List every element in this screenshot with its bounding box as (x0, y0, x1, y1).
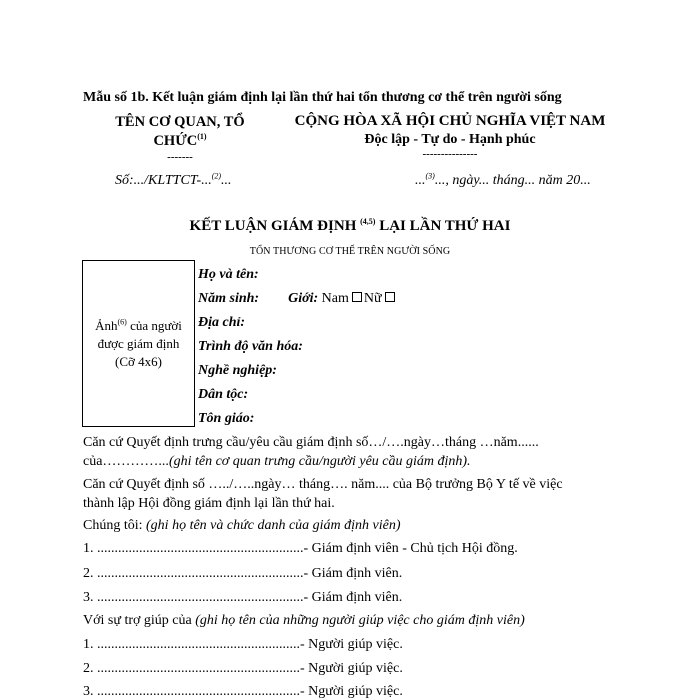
gender-male-label: Nam (321, 291, 349, 306)
photo-caption-line3: (Cỡ 4x6) (115, 353, 162, 369)
form-title-text: Kết luận giám định lại lần thứ hai tổn thương cơ thể trên người sống (152, 90, 562, 105)
field-gender-label: Giới: (288, 291, 319, 306)
place-date: ...$^{(3)}$..., ngày... tháng... năm 20... (415, 171, 591, 188)
assistant-line: 3. ..........................................................- Người giúp việc. (83, 684, 403, 699)
basis1-line2: của…………...(ghi tên cơ quan trưng cầu/người yêu cầu giám định). (83, 454, 471, 469)
basis1-line1: Căn cứ Quyết định trưng cầu/yêu cầu giám định số…/….ngày…tháng …năm...... (83, 435, 539, 450)
agency-name-line1: TÊN CƠ QUAN, TỔ (115, 114, 245, 130)
republic-divider: --------------- (422, 148, 478, 160)
assistant-line: 2. ..........................................................- Người giúp việc. (83, 661, 403, 676)
form-title (83, 90, 562, 106)
document-subtitle: TỔN THƯƠNG CƠ THỂ TRÊN NGƯỜI SỐNG (249, 246, 451, 257)
assistant-line: 1. ..........................................................- Người giúp việc. (83, 637, 403, 652)
photo-placeholder (82, 260, 195, 427)
reference-number: Số:.../KLTTCT-...$^{(2)}$... (115, 171, 232, 188)
form-code: Mẫu số 1b. (83, 90, 149, 105)
gender-female-checkbox[interactable] (385, 292, 395, 302)
republic-motto: Độc lập - Tự do - Hạnh phúc (364, 132, 536, 147)
field-name-label: Họ và tên: (198, 267, 259, 282)
field-address-label: Địa chỉ: (198, 315, 246, 330)
agency-name-line2: CHỨC$^{(1)}$ (153, 132, 207, 149)
basis2-line1: Căn cứ Quyết định số …../…..ngày… tháng…. năm.... của Bộ trưởng Bộ Y tế về việc (83, 477, 563, 492)
basis2-line2: thành lập Hội đồng giám định lại lần thứ hai. (83, 496, 335, 511)
expert-line: 2. ...........................................................- Giám định viên. (83, 566, 403, 581)
expert-line: 1. ...........................................................- Giám định viên - Chủ tịch Hội đồng. (83, 541, 518, 556)
gender-female-label: Nữ (363, 291, 382, 306)
field-birth-year-label: Năm sinh: (198, 291, 260, 306)
experts-intro: Chúng tôi: (ghi họ tên và chức danh của giám định viên) (83, 518, 401, 533)
field-religion-label: Tôn giáo: (198, 411, 255, 426)
photo-caption-line1: Ảnh$^{(6)}$ của người (95, 317, 182, 333)
photo-caption-line2: được giám định (97, 335, 180, 351)
document-title: KẾT LUẬN GIÁM ĐỊNH $^{(4,5)}$ LẠI LẦN THỨ HAI (189, 217, 511, 234)
gender-male-checkbox[interactable] (352, 292, 362, 302)
agency-divider: ------- (167, 151, 193, 163)
field-education-label: Trình độ văn hóa: (198, 339, 303, 354)
assistants-intro: Với sự trợ giúp của (ghi họ tên của những người giúp việc cho giám định viên) (83, 613, 525, 628)
republic-name: CỘNG HÒA XÃ HỘI CHỦ NGHĨA VIỆT NAM (294, 113, 606, 129)
expert-line: 3. ...........................................................- Giám định viên. (83, 590, 403, 605)
field-occupation-label: Nghề nghiệp: (198, 363, 277, 378)
field-ethnicity-label: Dân tộc: (198, 387, 249, 402)
field-birth-year-row (198, 291, 397, 307)
